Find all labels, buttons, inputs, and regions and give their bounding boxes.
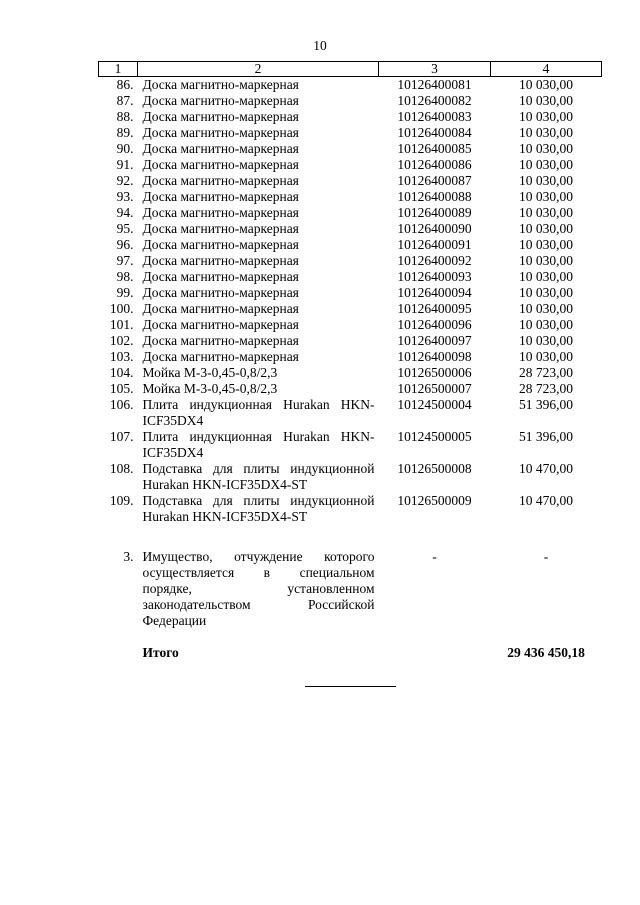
row-code: 10126500008 (397, 461, 472, 476)
row-price: 10 030,00 (519, 269, 573, 284)
row-code: 10126400081 (397, 77, 472, 92)
table-row (99, 317, 602, 333)
table-row (99, 125, 602, 141)
row-code: 10126400084 (397, 125, 472, 140)
row-number: 107. (109, 429, 134, 444)
row-code: 10126400096 (397, 317, 472, 332)
row-name: Мойка М-3-0,45-0,8/2,3 (142, 381, 278, 396)
row-code: 10126400083 (397, 109, 472, 124)
column-header-2: 2 (138, 62, 379, 77)
row-price: 10 030,00 (519, 285, 573, 300)
row-number: 90. (116, 141, 134, 156)
total-value: 29 436 450,18 (507, 645, 585, 660)
table-row (99, 381, 602, 397)
table-row (99, 141, 602, 157)
row-name: Доска магнитно-маркерная (142, 157, 299, 172)
row-price: 10 470,00 (519, 493, 573, 508)
row-price: 10 030,00 (519, 141, 573, 156)
table-row (99, 301, 602, 317)
table-row (99, 109, 602, 125)
row-number: 103. (109, 349, 134, 364)
row-code: 10126400091 (397, 237, 472, 252)
row-code: 10126400085 (397, 141, 472, 156)
row-price: 51 396,00 (519, 429, 573, 444)
row-code: 10126400098 (397, 349, 472, 364)
row-code: 10124500004 (397, 397, 472, 412)
column-header-3: 3 (379, 62, 491, 77)
row-name: Плита индукционная Hurakan HKN-ICF35DX4 (142, 397, 375, 428)
row-code: 10126500009 (397, 493, 472, 508)
row-code: 10126400092 (397, 253, 472, 268)
row-price: 10 030,00 (519, 317, 573, 332)
row-price: 10 030,00 (519, 301, 573, 316)
row-number: 93. (116, 189, 134, 204)
row-name: Доска магнитно-маркерная (142, 349, 299, 364)
row-price: 10 030,00 (519, 221, 573, 236)
row-price: 10 030,00 (519, 125, 573, 140)
row-code: 10126400093 (397, 269, 472, 284)
property-table (98, 61, 602, 661)
row-number: 102. (109, 333, 134, 348)
row-name: Подставка для плиты индукционной Hurakan HKN-ICF35DX4-ST (142, 493, 375, 524)
row-name: Доска магнитно-маркерная (142, 269, 299, 284)
row-name: Доска магнитно-маркерная (142, 253, 299, 268)
row-name: Доска магнитно-маркерная (142, 77, 299, 92)
row-number: 88. (116, 109, 134, 124)
row-name: Доска магнитно-маркерная (142, 333, 299, 348)
row-name: Доска магнитно-маркерная (142, 205, 299, 220)
section-price: - (543, 549, 549, 564)
table-row (99, 397, 602, 429)
row-code: 10126400088 (397, 189, 472, 204)
row-number: 100. (109, 301, 134, 316)
row-name: Плита индукционная Hurakan HKN-ICF35DX4 (142, 429, 375, 460)
table-row (99, 93, 602, 109)
table-body (99, 77, 602, 526)
table-row (99, 205, 602, 221)
row-price: 28 723,00 (519, 381, 573, 396)
row-name: Мойка М-3-0,45-0,8/2,3 (142, 365, 278, 380)
row-number: 101. (109, 317, 134, 332)
total-row (99, 645, 602, 661)
row-code: 10126400089 (397, 205, 472, 220)
row-price: 10 030,00 (519, 173, 573, 188)
row-price: 51 396,00 (519, 397, 573, 412)
table-row (99, 221, 602, 237)
table-row (99, 237, 602, 253)
row-code: 10124500005 (397, 429, 472, 444)
row-number: 87. (116, 93, 134, 108)
row-name: Доска магнитно-маркерная (142, 317, 299, 332)
footer-divider (305, 686, 396, 687)
row-price: 10 030,00 (519, 93, 573, 108)
row-code: 10126400094 (397, 285, 472, 300)
table-row (99, 269, 602, 285)
row-name: Доска магнитно-маркерная (142, 285, 299, 300)
row-name: Доска магнитно-маркерная (142, 189, 299, 204)
row-number: 86. (116, 77, 134, 92)
row-price: 10 030,00 (519, 189, 573, 204)
table-row (99, 461, 602, 493)
row-price: 10 030,00 (519, 253, 573, 268)
section-name: Имущество, отчуждение которого осуществляется в специальном порядке, установленном законодательством Российской Федерации (142, 549, 375, 628)
table-row (99, 285, 602, 301)
row-number: 105. (109, 381, 134, 396)
row-number: 106. (109, 397, 134, 412)
row-price: 10 030,00 (519, 237, 573, 252)
row-price: 10 030,00 (519, 109, 573, 124)
row-code: 10126400097 (397, 333, 472, 348)
row-code: 10126500007 (397, 381, 472, 396)
table-row (99, 365, 602, 381)
row-price: 10 030,00 (519, 205, 573, 220)
row-number: 99. (116, 285, 134, 300)
row-number: 97. (116, 253, 134, 268)
column-header-4: 4 (491, 62, 602, 77)
row-name: Доска магнитно-маркерная (142, 173, 299, 188)
row-name: Доска магнитно-маркерная (142, 237, 299, 252)
row-number: 109. (109, 493, 134, 508)
row-number: 95. (116, 221, 134, 236)
row-number: 91. (116, 157, 134, 172)
row-number: 108. (109, 461, 134, 476)
row-number: 92. (116, 173, 134, 188)
row-price: 10 030,00 (519, 77, 573, 92)
table-row (99, 157, 602, 173)
row-number: 104. (109, 365, 134, 380)
total-label: Итого (142, 645, 179, 660)
spacer-row (99, 629, 602, 645)
row-code: 10126500006 (397, 365, 472, 380)
row-code: 10126400090 (397, 221, 472, 236)
table-row (99, 173, 602, 189)
row-name: Доска магнитно-маркерная (142, 221, 299, 236)
column-header-1: 1 (99, 62, 138, 77)
table-row (99, 77, 602, 94)
row-name: Доска магнитно-маркерная (142, 109, 299, 124)
row-name: Доска магнитно-маркерная (142, 93, 299, 108)
row-name: Доска магнитно-маркерная (142, 301, 299, 316)
table-row (99, 189, 602, 205)
row-number: 96. (116, 237, 134, 252)
row-name: Доска магнитно-маркерная (142, 125, 299, 140)
table-row (99, 253, 602, 269)
row-code: 10126400082 (397, 93, 472, 108)
spacer-row (99, 525, 602, 549)
table-row (99, 333, 602, 349)
row-code: 10126400087 (397, 173, 472, 188)
row-price: 28 723,00 (519, 365, 573, 380)
row-number: 98. (116, 269, 134, 284)
row-code: 10126400086 (397, 157, 472, 172)
page-number: 10 (313, 38, 327, 53)
table-header-row (99, 62, 602, 77)
row-number: 89. (116, 125, 134, 140)
row-number: 94. (116, 205, 134, 220)
section-row (99, 549, 602, 629)
row-price: 10 470,00 (519, 461, 573, 476)
row-price: 10 030,00 (519, 349, 573, 364)
row-price: 10 030,00 (519, 333, 573, 348)
row-price: 10 030,00 (519, 157, 573, 172)
table-row (99, 349, 602, 365)
row-code: 10126400095 (397, 301, 472, 316)
table-row (99, 493, 602, 525)
section-code: - (432, 549, 437, 564)
row-name: Подставка для плиты индукционной Hurakan HKN-ICF35DX4-ST (142, 461, 375, 492)
table-row (99, 429, 602, 461)
row-name: Доска магнитно-маркерная (142, 141, 299, 156)
section-number: 3. (123, 549, 134, 564)
